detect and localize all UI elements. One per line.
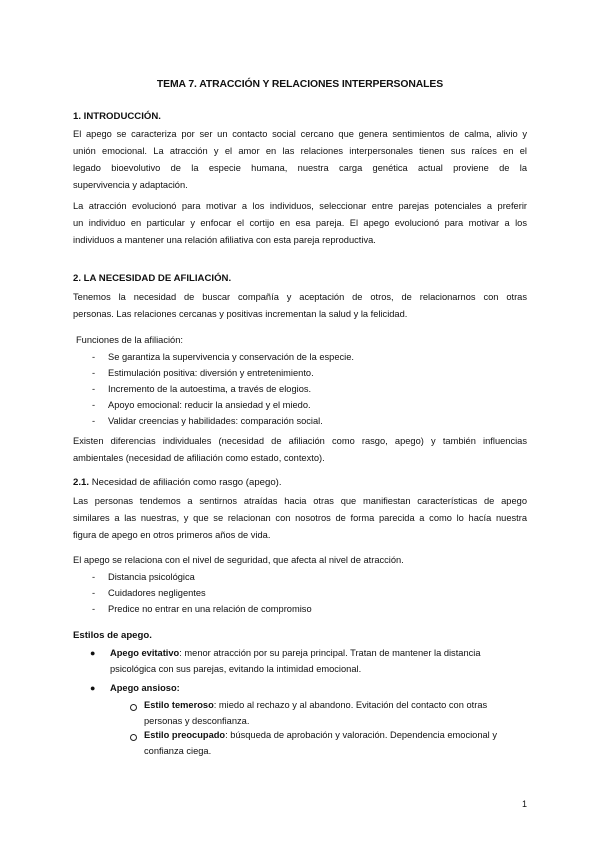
page-title: TEMA 7. ATRACCIÓN Y RELACIONES INTERPERSONALES: [156, 79, 444, 90]
text-line: La atracción evolucionó para motivar a los individuos, seleccionar entre parejas potenciales a preferir: [73, 201, 527, 211]
text-line: Tenemos la necesidad de buscar compañía y aceptación de otros, de relacionarnos con otras: [73, 292, 527, 302]
dash-marker: -: [92, 400, 96, 410]
style-description: : miedo al rechazo y al abandono. Evitación del contacto con otras: [213, 700, 488, 710]
function-item: Validar creencias y habilidades: comparación social.: [108, 416, 323, 426]
dash-marker: -: [92, 384, 96, 394]
style-ansioso-label: Apego ansioso:: [110, 683, 180, 693]
section-2-1-paragraph-1: [73, 493, 527, 544]
section-1-heading: 1. INTRODUCCIÓN.: [73, 111, 161, 122]
text-line: individuos a mantener una relación afiliativa con esta pareja reproductiva.: [73, 235, 376, 245]
style-temeroso: [144, 700, 487, 710]
page-number: 1: [522, 799, 528, 809]
section-2-paragraph-2: [73, 433, 527, 467]
bullet-marker: ●: [90, 648, 96, 658]
text-line: legado bioevolutivo de la especie humana, nuestra carga genética actual proviene de la: [73, 163, 527, 173]
style-label: Estilo temeroso: [144, 700, 214, 710]
text-line: figura de apego en otros primeros años de vida.: [73, 530, 271, 540]
section-2-heading: 2. LA NECESIDAD DE AFILIACIÓN.: [73, 273, 232, 284]
dash-marker: -: [92, 572, 96, 582]
section-2-1-paragraph-2: El apego se relaciona con el nivel de seguridad, que afecta al nivel de atracción.: [73, 555, 404, 565]
style-label: Apego evitativo: [110, 648, 180, 658]
attachment-item: Predice no entrar en una relación de compromiso: [108, 604, 312, 614]
function-item: Apoyo emocional: reducir la ansiedad y el miedo.: [108, 400, 311, 410]
text-line: unión emocional. La atracción y el amor en las relaciones interpersonales tienen sus raíces en el: [73, 146, 527, 156]
style-evitativo: [110, 648, 481, 658]
style-description: : menor atracción por su pareja principal. Tratan de mantener la distancia: [179, 648, 481, 658]
circle-bullet-icon: [130, 704, 137, 711]
function-item: Incremento de la autoestima, a través de elogios.: [108, 384, 312, 394]
section-number: 2.1.: [73, 477, 90, 488]
dash-marker: -: [92, 368, 96, 378]
text-line: Las personas tendemos a sentirnos atraídas hacia otras que manifiestan características de apego: [73, 496, 527, 506]
text-line: ambientales (necesidad de afiliación como estado, contexto).: [73, 453, 325, 463]
section-1-paragraph-1: [73, 126, 527, 194]
attachment-styles-heading: Estilos de apego.: [73, 630, 152, 641]
text-line: similares a las nuestras, y que se relacionan con nosotros de forma parecida a como lo hacía nuestra: [73, 513, 527, 523]
section-2-1-heading: [73, 477, 282, 488]
bullet-marker: ●: [90, 683, 96, 693]
text-line: El apego se caracteriza por ser un contacto social cercano que genera sentimientos de calma, alivio y: [73, 129, 527, 139]
circle-bullet-icon: [130, 734, 137, 741]
section-2-paragraph-1: [73, 289, 527, 323]
dash-marker: -: [92, 416, 96, 426]
style-description-continued: psicológica con sus parejas, evitando la intimidad emocional.: [110, 664, 362, 674]
text-line: un individuo en particular y enfocar el cortijo en esa pareja. El apego evolucionó para motivar a los: [73, 218, 527, 228]
dash-marker: -: [92, 588, 96, 598]
section-1-paragraph-2: [73, 198, 527, 249]
function-item: Estimulación positiva: diversión y entretenimiento.: [108, 368, 314, 378]
style-description-continued: confianza ciega.: [144, 746, 212, 756]
style-description: : búsqueda de aprobación y valoración. Dependencia emocional y: [225, 730, 497, 740]
functions-label: Funciones de la afiliación:: [76, 335, 183, 345]
style-label: Estilo preocupado: [144, 730, 226, 740]
dash-marker: -: [92, 604, 96, 614]
dash-marker: -: [92, 352, 96, 362]
text-line: supervivencia y adaptación.: [73, 180, 188, 190]
text-line: Existen diferencias individuales (necesidad de afiliación como rasgo, apego) y también influencias: [73, 436, 527, 446]
attachment-item: Distancia psicológica: [108, 572, 195, 582]
function-item: Se garantiza la supervivencia y conservación de la especie.: [108, 352, 354, 362]
text-line: personas. Las relaciones cercanas y positivas incrementan la salud y la felicidad.: [73, 309, 408, 319]
style-preocupado: [144, 730, 497, 740]
attachment-item: Cuidadores negligentes: [108, 588, 206, 598]
style-description-continued: personas y desconfianza.: [144, 716, 250, 726]
section-title: Necesidad de afiliación como rasgo (apego).: [91, 477, 282, 488]
